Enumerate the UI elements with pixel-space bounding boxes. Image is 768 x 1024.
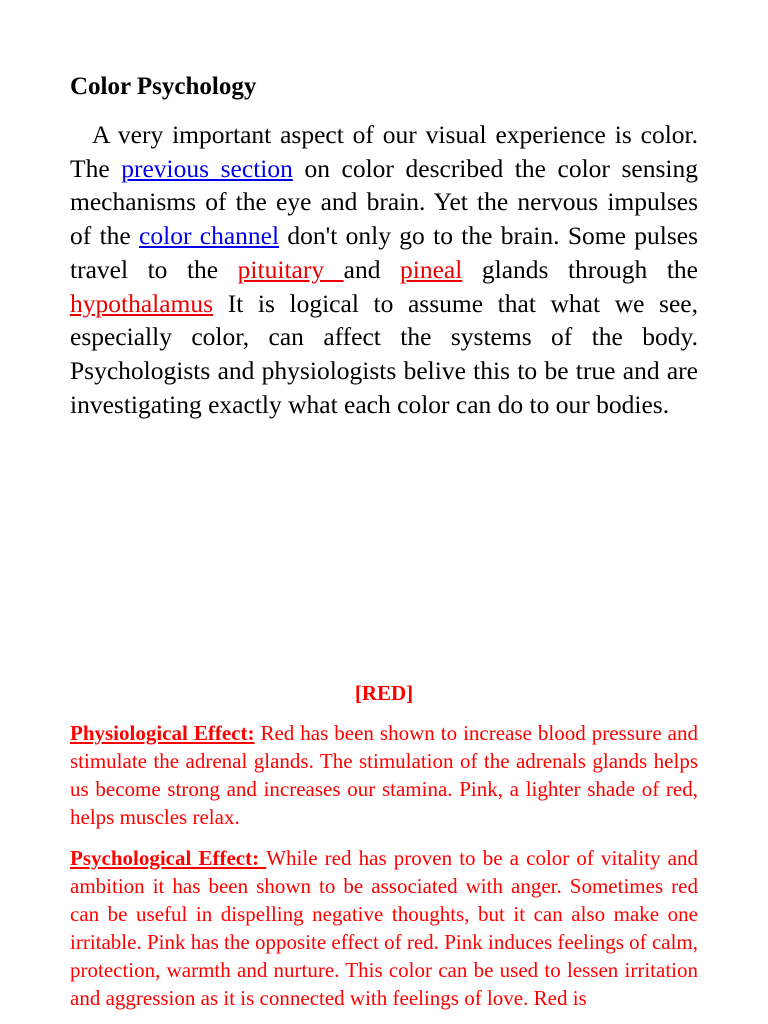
hypothalamus-link[interactable]: hypothalamus [70, 288, 214, 318]
psychological-effect-text: While red has proven to be a color of vitality and ambition it has been shown to be associated with anger. Sometimes red can be useful in dispelling negative thoughts, but it can also make one irritable. Pink has the opposite effect of red. Pink induces feelings of calm, protection, warmth and nurture. This color can be used to lessen irritation and aggression as it is connected with feelings of love. Red is [70, 846, 698, 1010]
intro-text: and [343, 254, 400, 284]
psychological-effect-label: Psychological Effect: [70, 846, 267, 870]
intro-text: A very important aspect of our visual experience is color. The [70, 120, 698, 183]
psychological-effect-paragraph [70, 844, 698, 1012]
intro-text: It is logical to assume that what we see, especially color, can affect the systems of the body. Psychologists and physiologists belive this to be true and are investigating exactly what each color can do to our bodies. [70, 288, 698, 419]
red-section-heading: [RED] [354, 681, 414, 705]
intro-text: glands through the [462, 254, 698, 284]
pituitary-link[interactable]: pituitary [237, 254, 344, 284]
physiological-effect-paragraph [70, 719, 698, 831]
intro-text: on color described the color sensing mechanisms of the eye and brain. Yet the nervous impulses of the [70, 153, 698, 251]
color-channel-link[interactable]: color channel [139, 221, 280, 251]
physiological-effect-label: Physiological Effect: [70, 721, 255, 745]
previous-section-link[interactable]: previous section [121, 153, 293, 183]
physiological-effect-text: Red has been shown to increase blood pressure and stimulate the adrenal glands. The stimulation of the adrenals glands helps us become strong and increases our stamina. Pink, a lighter shade of red, helps muscles relax. [70, 721, 699, 829]
pineal-link[interactable]: pineal [400, 254, 463, 284]
intro-text: don't only go to the brain. Some pulses travel to the [70, 221, 698, 284]
intro-paragraph [70, 118, 698, 421]
page-title: Color Psychology [70, 73, 257, 100]
